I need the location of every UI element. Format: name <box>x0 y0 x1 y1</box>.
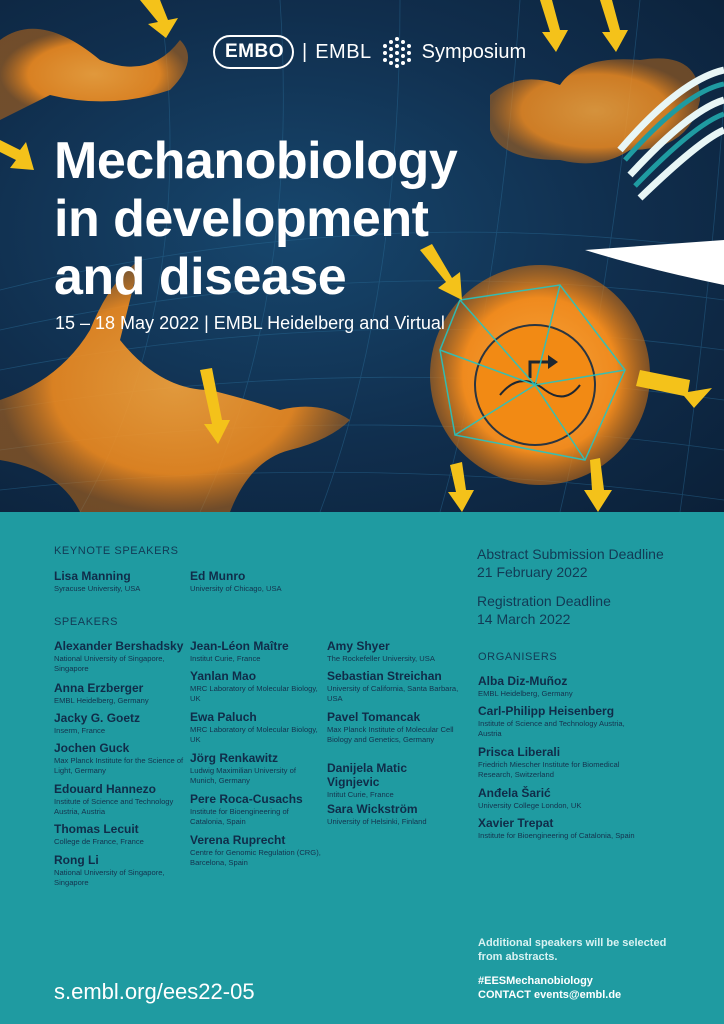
speaker-name: Edouard Hannezo <box>54 782 157 796</box>
speaker-affiliation: Intitut Curie, France <box>327 790 394 799</box>
speaker <box>190 669 322 704</box>
keynote-speaker <box>54 569 186 594</box>
speaker-name: Sebastian Streichan <box>327 669 442 683</box>
organiser <box>478 745 648 780</box>
speaker <box>327 639 467 664</box>
speaker <box>54 822 186 847</box>
speaker-affiliation: The Rockefeller University, USA <box>327 654 435 663</box>
organiser-affiliation: EMBL Heidelberg, Germany <box>478 689 573 698</box>
event-date-location: 15 – 18 May 2022 | EMBL Heidelberg and Virtual <box>55 313 445 333</box>
speaker <box>327 761 447 800</box>
embo-embl-symposium-logo <box>213 30 526 74</box>
organiser <box>478 674 648 699</box>
speaker <box>190 833 322 868</box>
organiser-affiliation: University College London, UK <box>478 801 582 810</box>
organiser <box>478 704 648 739</box>
speaker-affiliation: Institute of Science and Technology Austria, Austria <box>54 797 174 816</box>
speaker <box>54 681 186 706</box>
event-title <box>54 132 457 306</box>
keynote-heading: KEYNOTE SPEAKERS <box>54 545 179 557</box>
speaker <box>190 792 322 827</box>
speaker-affiliation: Syracuse University, USA <box>54 584 141 593</box>
embl-logo: EMBL <box>315 40 372 63</box>
speaker-affiliation: National University of Singapore, Singapore <box>54 654 165 673</box>
speaker-affiliation: University of Chicago, USA <box>190 584 282 593</box>
speaker-name: Danijela Matic Vignjevic <box>327 761 408 789</box>
speaker-affiliation: University of Helsinki, Finland <box>327 817 427 826</box>
speaker-name: Lisa Manning <box>54 569 131 583</box>
speaker-name: Yanlan Mao <box>190 669 257 683</box>
organiser-name: Xavier Trepat <box>478 816 554 830</box>
speaker-affiliation: Inserm, France <box>54 726 106 735</box>
deadline-label: Abstract Submission Deadline <box>477 546 664 562</box>
speaker-name: Jörg Renkawitz <box>190 751 279 765</box>
speaker-affiliation: MRC Laboratory of Molecular Biology, UK <box>190 684 318 703</box>
speaker-name: Jacky G. Goetz <box>54 711 141 725</box>
speaker-affiliation: Max Planck Institute of Molecular Cell Biology and Genetics, Germany <box>327 725 454 744</box>
deadline-date: 14 March 2022 <box>477 611 571 627</box>
contact-block <box>478 974 708 1002</box>
organiser <box>478 816 648 841</box>
organiser-affiliation: Institute for Bioengineering of Catalonia, Spain <box>478 831 635 840</box>
embl-hexagon-dots-icon <box>380 35 414 69</box>
speaker-name: Verena Ruprecht <box>190 833 286 847</box>
speaker-name: Thomas Lecuit <box>54 822 139 836</box>
speaker <box>190 751 322 786</box>
organiser-name: Anđela Šarić <box>478 786 551 800</box>
speaker <box>54 782 186 817</box>
speaker-name: Pavel Tomancak <box>327 710 421 724</box>
organiser-name: Alba Diz-Muñoz <box>478 674 568 688</box>
speaker-affiliation: Ludwig Maximilian University of Munich, Germany <box>190 766 296 785</box>
speaker-affiliation: EMBL Heidelberg, Germany <box>54 696 149 705</box>
embo-logo: EMBO <box>213 35 294 69</box>
speaker-affiliation: College de France, France <box>54 837 144 846</box>
organiser-affiliation: Friedrich Miescher Institute for Biomedical Research, Switzerland <box>478 760 620 779</box>
speaker-name: Alexander Bershadsky <box>54 639 184 653</box>
organiser-affiliation: Institute of Science and Technology Austria, Austria <box>478 719 625 738</box>
speaker <box>190 639 322 664</box>
speaker <box>54 741 186 776</box>
speaker-affiliation: Max Planck Institute for the Science of Light, Germany <box>54 756 184 775</box>
title-line: Mechanobiology <box>54 132 458 190</box>
speaker-name: Jean-Léon Maître <box>190 639 289 653</box>
speaker <box>327 710 467 745</box>
speaker <box>54 711 186 736</box>
speakers-heading: SPEAKERS <box>54 616 119 628</box>
hashtag: #EESMechanobiology <box>478 975 593 987</box>
speaker-affiliation: University of California, Santa Barbara, USA <box>327 684 459 703</box>
abstract-deadline <box>477 545 707 581</box>
contact-email-link[interactable]: CONTACT events@embl.de <box>478 989 622 1001</box>
speaker-name: Amy Shyer <box>327 639 390 653</box>
registration-deadline <box>477 592 707 628</box>
speaker-name: Rong Li <box>54 853 99 867</box>
event-url-link[interactable]: s.embl.org/ees22-05 <box>54 979 255 1004</box>
symposium-label: Symposium <box>421 40 527 63</box>
speaker-name: Sara Wickström <box>327 802 418 816</box>
speaker-affiliation: Centre for Genomic Regulation (CRG), Barcelona, Spain <box>190 848 321 867</box>
speaker-affiliation: Institute for Bioengineering of Catalonia, Spain <box>190 807 289 826</box>
speaker <box>54 639 186 674</box>
speaker <box>54 853 186 888</box>
keynote-speaker <box>190 569 322 594</box>
speaker <box>190 710 322 745</box>
speaker-affiliation: MRC Laboratory of Molecular Biology, UK <box>190 725 318 744</box>
speaker-name: Jochen Guck <box>54 741 130 755</box>
title-line: and disease <box>54 248 347 306</box>
speaker-affiliation: National University of Singapore, Singapore <box>54 868 165 887</box>
title-line: in development <box>54 190 429 248</box>
speaker-name: Pere Roca-Cusachs <box>190 792 303 806</box>
organiser <box>478 786 648 811</box>
speaker-name: Ed Munro <box>190 569 246 583</box>
speaker <box>327 802 467 827</box>
deadline-date: 21 February 2022 <box>477 564 588 580</box>
organiser-name: Prisca Liberali <box>478 745 561 759</box>
deadline-label: Registration Deadline <box>477 593 611 609</box>
speaker <box>327 669 467 704</box>
organisers-heading: ORGANISERS <box>478 651 558 663</box>
speaker-name: Anna Erzberger <box>54 681 144 695</box>
organiser-name: Carl-Philipp Heisenberg <box>478 704 615 718</box>
logo-separator: | <box>302 40 308 63</box>
additional-speakers-note: Additional speakers will be selected from abstracts. <box>478 937 667 963</box>
speaker-affiliation: Institut Curie, France <box>190 654 261 663</box>
speaker-name: Ewa Paluch <box>190 710 257 724</box>
